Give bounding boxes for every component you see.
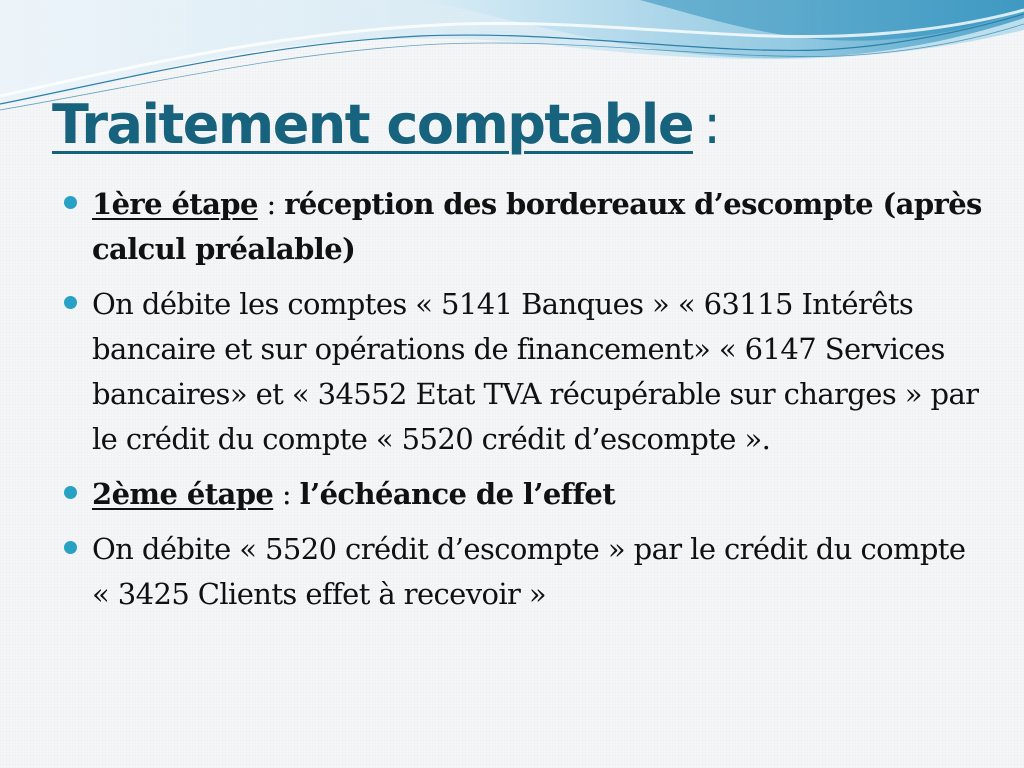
- slide-title-text: Traitement comptable: [52, 93, 693, 156]
- bullet-dot-icon: [64, 541, 77, 554]
- step-2-label: 2ème étape: [92, 477, 274, 511]
- slide-title: [52, 86, 720, 164]
- bullet-dot-icon: [64, 296, 77, 309]
- step-2-text: l’échéance de l’effet: [299, 477, 616, 511]
- step-1-separator: :: [257, 187, 285, 221]
- step-2-separator: :: [273, 477, 300, 511]
- bullet-debit-1: [64, 282, 984, 462]
- debit-1-text: On débite les comptes « 5141 Banques » « 63115 Intérêts bancaire et sur opérations de financement» « 6147 Services bancaires» et « 34552 Etat TVA récupérable sur charges » par le crédit du compte « 5520 crédit d’escompte ».: [92, 287, 979, 456]
- bullet-dot-icon: [64, 486, 77, 499]
- bullet-step-1: [64, 182, 984, 272]
- debit-2-text: On débite « 5520 crédit d’escompte » par le crédit du compte « 3425 Clients effet à recevoir »: [92, 532, 966, 611]
- bullet-step-2: [64, 472, 984, 517]
- bullet-list: [64, 182, 984, 627]
- bullet-dot-icon: [64, 196, 77, 209]
- slide-title-colon: :: [702, 93, 720, 156]
- bullet-debit-2: [64, 527, 984, 617]
- step-1-label: 1ère étape: [92, 187, 258, 221]
- step-1-text: réception des bordereaux d’escompte (après calcul préalable): [92, 187, 982, 266]
